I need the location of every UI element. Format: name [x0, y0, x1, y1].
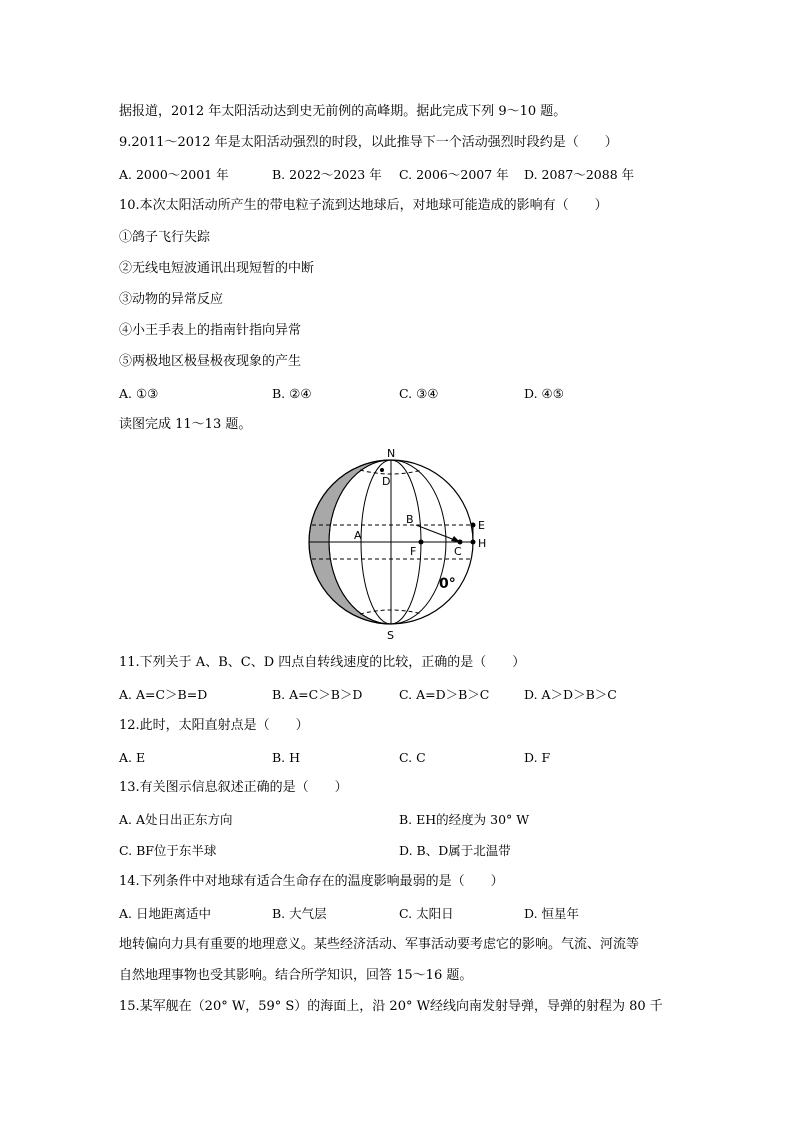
q12-option-b: B. H — [272, 750, 301, 765]
q13-option-c: C. BF位于东半球 — [119, 843, 217, 858]
intro-11-13: 读图完成 11～13 题。 — [119, 417, 252, 432]
label-n: N — [387, 447, 396, 460]
q12-option-c: C. C — [399, 750, 426, 765]
q10-option-c: C. ③④ — [399, 386, 439, 401]
q10-option-a: A. ①③ — [119, 386, 159, 401]
q9-option-a: A. 2000～2001 年 — [119, 167, 229, 182]
label-f: F — [410, 545, 417, 558]
question-13-stem: 13.有关图示信息叙述正确的是（ ） — [119, 780, 348, 795]
label-a: A — [354, 529, 362, 542]
q10-option-d: D. ④⑤ — [524, 386, 564, 401]
q10-option-b: B. ②④ — [272, 386, 312, 401]
q14-option-a: A. 日地距离适中 — [119, 906, 211, 921]
intro-9-10: 据报道，2012 年太阳活动达到史无前例的高峰期。据此完成下列 9～10 题。 — [119, 104, 567, 119]
label-zero-meridian: 0° — [439, 576, 456, 592]
intro-15-16-line1: 地转偏向力具有重要的地理意义。某些经济活动、军事活动要考虑它的影响。气流、河流等 — [119, 937, 640, 952]
q13-option-b: B. EH的经度为 30° W — [399, 812, 530, 827]
q10-item-4: ④小王手表上的指南针指向异常 — [119, 323, 302, 338]
question-10-stem: 10.本次太阳活动所产生的带电粒子流到达地球后，对地球可能造成的影响有（ ） — [119, 198, 608, 213]
label-b: B — [406, 513, 414, 526]
q11-option-d: D. A＞D＞B＞C — [524, 687, 617, 702]
globe-diagram — [300, 443, 510, 643]
question-14-stem: 14.下列条件中对地球有适合生命存在的温度影响最弱的是（ ） — [119, 874, 504, 889]
label-c: C — [454, 545, 462, 558]
q10-item-2: ②无线电短波通讯出现短暂的中断 — [119, 261, 315, 276]
q11-option-b: B. A=C＞B＞D — [272, 687, 363, 702]
q10-item-5: ⑤两极地区极昼极夜现象的产生 — [119, 354, 302, 369]
q14-option-b: B. 大气层 — [272, 906, 327, 921]
q13-option-d: D. B、D属于北温带 — [399, 843, 511, 858]
label-h: H — [478, 537, 487, 550]
question-15-stem: 15.某军舰在（20° W，59° S）的海面上，沿 20° W经线向南发射导弹，导弹的射程为 80 千 — [119, 999, 663, 1014]
question-11-stem: 11.下列关于 A、B、C、D 四点自转线速度的比较，正确的是（ ） — [119, 655, 526, 670]
q10-item-1: ①鸽子飞行失踪 — [119, 230, 211, 245]
q12-option-d: D. F — [524, 750, 551, 765]
q13-option-a: A. A处日出正东方向 — [119, 812, 233, 827]
q9-option-d: D. 2087～2088 年 — [524, 167, 635, 182]
q9-option-c: C. 2006～2007 年 — [399, 167, 509, 182]
q10-item-3: ③动物的异常反应 — [119, 292, 224, 307]
label-e: E — [478, 519, 485, 532]
q11-option-c: C. A=D＞B＞C — [399, 687, 490, 702]
q14-option-d: D. 恒星年 — [524, 906, 580, 921]
label-d: D — [382, 475, 391, 488]
q14-option-c: C. 太阳日 — [399, 906, 454, 921]
q11-option-a: A. A=C＞B=D — [119, 687, 208, 702]
question-12-stem: 12.此时，太阳直射点是（ ） — [119, 718, 309, 733]
q12-option-a: A. E — [119, 750, 146, 765]
q9-option-b: B. 2022～2023 年 — [272, 167, 382, 182]
intro-15-16-line2: 自然地理事物也受其影响。结合所学知识，回答 15～16 题。 — [119, 968, 473, 983]
question-9-stem: 9.2011～2012 年是太阳活动强烈的时段，以此推导下一个活动强烈时段约是（ ） — [119, 135, 618, 150]
label-s: S — [387, 629, 394, 642]
